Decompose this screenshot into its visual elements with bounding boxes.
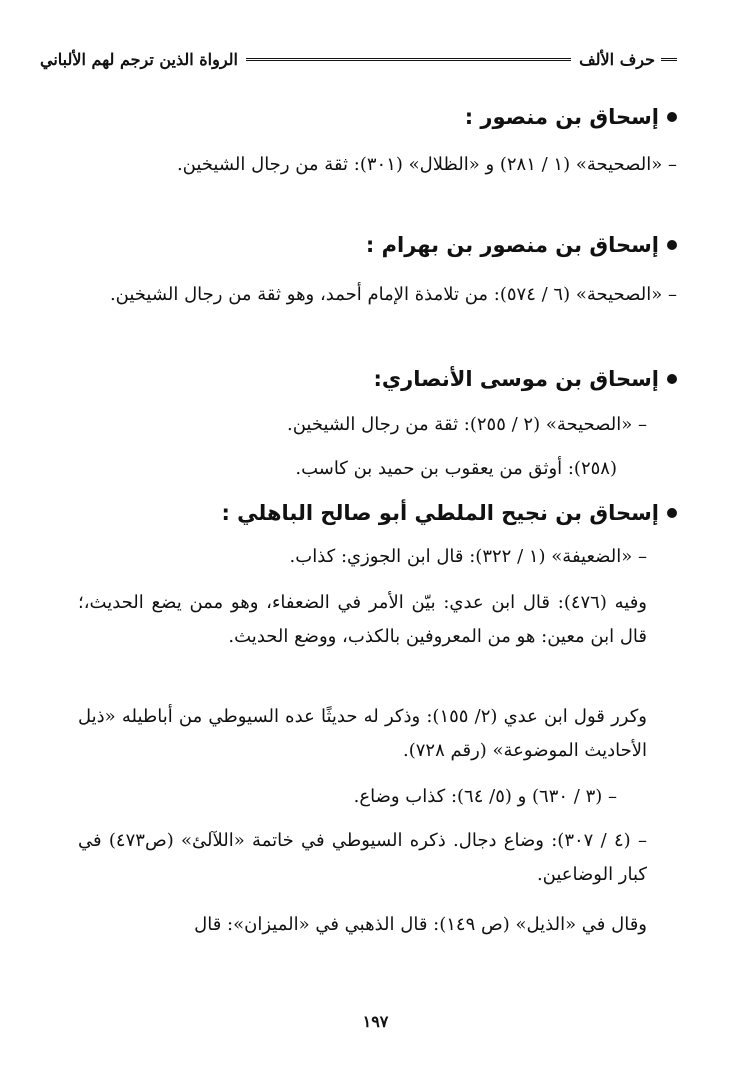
entry-heading-text: إسحاق بن نجيح الملطي أبو صالح الباهلي :	[221, 501, 659, 525]
entry-heading	[465, 100, 677, 134]
bullet-icon	[667, 112, 677, 122]
page-number: ١٩٧	[362, 1012, 389, 1031]
entry-paragraph: – (٣ / ٦٣٠) و (٥/ ٦٤): كذاب وضاع.	[353, 786, 617, 807]
entry-heading	[366, 228, 677, 262]
header-ornament	[661, 58, 677, 61]
entry-heading-text: إسحاق بن منصور بن بهرام :	[365, 233, 659, 257]
entry-paragraph: (٢٥٨): أوثق من يعقوب بن حميد بن كاسب.	[295, 458, 617, 479]
header-rule	[246, 58, 571, 61]
entry-paragraph: – (٤ / ٣٠٧): وضاع دجال. ذكره السيوطي في خاتمة «اللآلئ» (ص٤٧٣) في كبار الوضاعين.	[78, 830, 647, 885]
entry-heading	[374, 362, 677, 396]
entry-paragraph: – «الصحيحة» (١ / ٢٨١) و «الظلال» (٣٠١): ثقة من رجال الشيخين.	[176, 154, 677, 175]
entry-paragraph: وفيه (٤٧٦): قال ابن عدي: بيّن الأمر في الضعفاء، وهو ممن يضع الحديث،؛ قال ابن معين: هو من المعروفين بالكذب، ووضع الحديث.	[78, 592, 647, 647]
book-title: الرواة الذين ترجم لهم الألباني	[40, 49, 238, 69]
entry-paragraph: – «الضعيفة» (١ / ٣٢٢): قال ابن الجوزي: كذاب.	[289, 546, 647, 567]
entry-heading	[221, 496, 677, 530]
chapter-title: حرف الألف	[579, 49, 655, 69]
bullet-icon	[667, 508, 677, 518]
entry-paragraph: وكرر قول ابن عدي (٢/ ١٥٥): وذكر له حديثًا عده السيوطي من أباطيله «ذيل الأحاديث الموضوعة» (رقم ٧٢٨).	[78, 706, 647, 761]
entry-heading-text: إسحاق بن منصور :	[464, 105, 659, 129]
entry-heading-text: إسحاق بن موسى الأنصاري:	[373, 367, 659, 391]
bullet-icon	[667, 374, 677, 384]
running-header	[40, 44, 677, 74]
entry-paragraph: وقال في «الذيل» (ص ١٤٩): قال الذهبي في «الميزان»: قال	[194, 914, 647, 935]
bullet-icon	[667, 240, 677, 250]
entry-paragraph: – «الصحيحة» (٢ / ٢٥٥): ثقة من رجال الشيخين.	[286, 414, 647, 435]
entry-paragraph: – «الصحيحة» (٦ / ٥٧٤): من تلامذة الإمام أحمد، وهو ثقة من رجال الشيخين.	[109, 284, 677, 305]
